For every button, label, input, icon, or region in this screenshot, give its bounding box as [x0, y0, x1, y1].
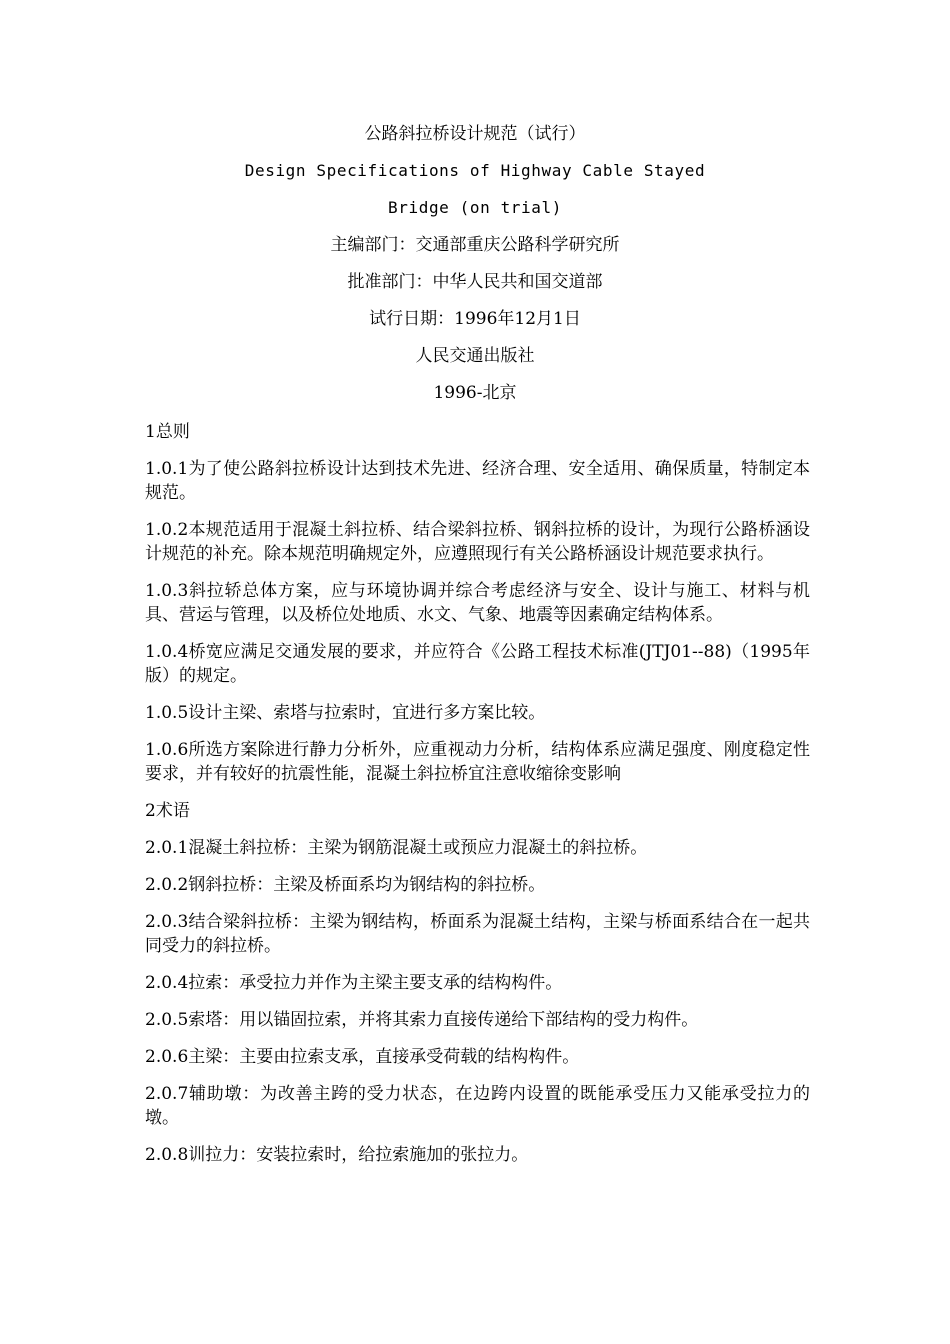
clause-1-0-6: 1.0.6所选方案除进行静力分析外，应重视动力分析，结构体系应满足强度、刚度稳定性要求，并有较好的抗震性能，混凝土斜拉桥宜注意收缩徐变影响: [145, 740, 810, 784]
clause-1-0-3: 1.0.3斜拉轿总体方案，应与环境协调并综合考虑经济与安全、设计与施工、材料与机具、营运与管理，以及桥位处地质、水文、气象、地震等因素确定结构体系。: [145, 581, 810, 625]
trial-date: 试行日期：1996年12月1日: [369, 309, 581, 329]
editor-department: 主编部门：交通部重庆公路科学研究所: [330, 235, 620, 255]
title-block: [145, 122, 805, 418]
approval-department: 批准部门：中华人民共和国交道部: [347, 272, 603, 292]
clause-2-0-3: 2.0.3结合梁斜拉桥：主梁为钢结构，桥面系为混凝土结构，主梁与桥面系结合在一起共同受力的斜拉桥。: [145, 912, 810, 956]
chapter-1-heading: 1总则: [145, 422, 190, 442]
clause-2-0-1: 2.0.1混凝土斜拉桥：主梁为钢筋混凝土或预应力混凝土的斜拉桥。: [145, 838, 648, 858]
clause-2-0-7: 2.0.7辅助墩：为改善主跨的受力状态，在边跨内设置的既能承受压力又能承受拉力的墩。: [145, 1084, 810, 1128]
english-title-line-2: Bridge (on trial): [388, 198, 562, 217]
publisher: 人民交通出版社: [415, 346, 535, 366]
clause-1-0-2: 1.0.2本规范适用于混凝土斜拉桥、结合梁斜拉桥、钢斜拉桥的设计，为现行公路桥涵设计规范的补充。除本规范明确规定外，应遵照现行有关公路桥涵设计规范要求执行。: [145, 520, 810, 564]
clause-1-0-4: 1.0.4桥宽应满足交通发展的要求，并应符合《公路工程技术标准(JTJ01--88)（1995年版）的规定。: [145, 642, 810, 686]
document-title: 公路斜拉桥设计规范（试行）: [364, 124, 586, 144]
document-body: [145, 420, 810, 1180]
clause-2-0-4: 2.0.4拉索：承受拉力并作为主梁主要支承的结构构件。: [145, 973, 563, 993]
chapter-2-heading: 2术语: [145, 801, 190, 821]
clause-2-0-2: 2.0.2钢斜拉桥：主梁及桥面系均为钢结构的斜拉桥。: [145, 875, 546, 895]
clause-2-0-6: 2.0.6主梁：主要由拉索支承，直接承受荷载的结构构件。: [145, 1047, 580, 1067]
clause-1-0-1: 1.0.1为了使公路斜拉桥设计达到技术先进、经济合理、安全适用、确保质量，特制定本规范。: [145, 459, 810, 503]
place-year: 1996-北京: [433, 383, 517, 403]
clause-2-0-5: 2.0.5索塔：用以锚固拉索，并将其索力直接传递给下部结构的受力构件。: [145, 1010, 699, 1030]
clause-2-0-8: 2.0.8训拉力：安装拉索时，给拉索施加的张拉力。: [145, 1145, 529, 1165]
english-title-line-1: Design Specifications of Highway Cable Stayed: [244, 161, 706, 180]
clause-1-0-5: 1.0.5设计主梁、索塔与拉索时，宜进行多方案比较。: [145, 703, 546, 723]
